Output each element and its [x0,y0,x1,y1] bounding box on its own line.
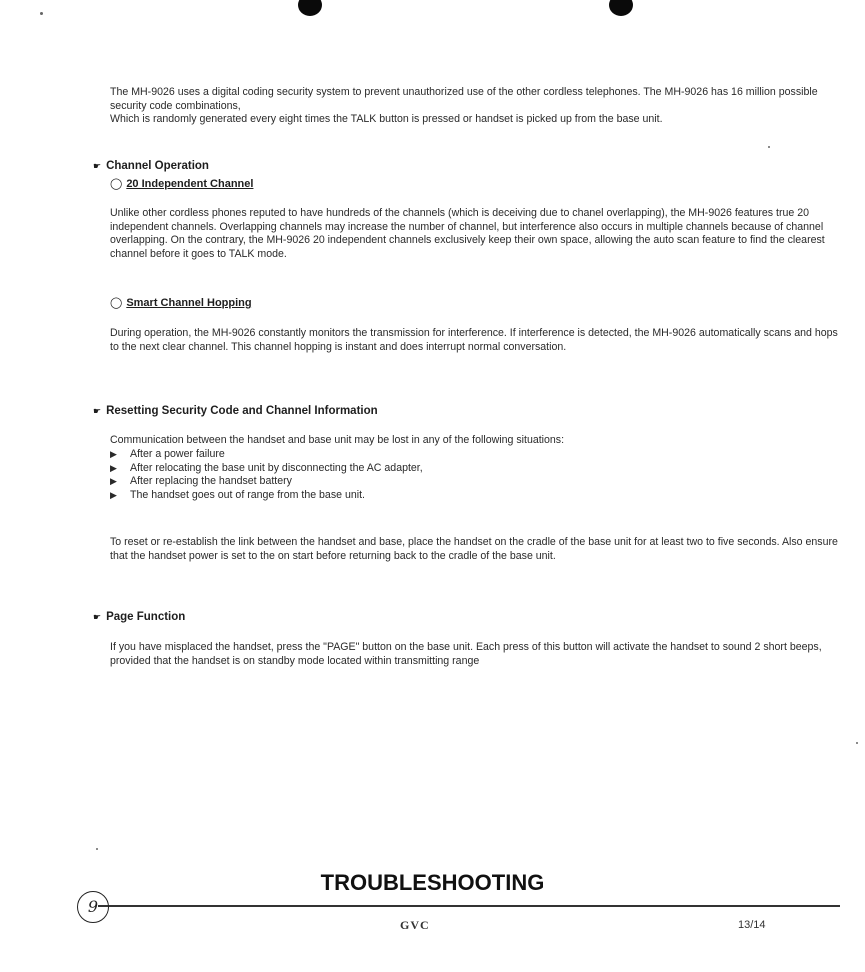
footer-title: TROUBLESHOOTING [320,870,545,895]
channel-operation-heading [93,160,209,172]
channel-hopping-paragraph: During operation, the MH-9026 constantly monitors the transmission for interference. If interference is detected, the MH-9026 automatically scans and hops to the next clear channel. This channel hopping is instant and does interrupt normal conversation. [110,327,838,353]
resetting-list [110,448,810,502]
resetting-outro: To reset or re-establish the link between the handset and base, place the handset on the cradle of the base unit for at least two to five seconds. Also ensure that the handset power is set to the on start before returning back to the cradle of the base unit. [110,536,838,562]
footer-brand: GVC [400,918,430,932]
punch-hole-right [609,0,633,16]
scan-speck [40,12,43,15]
page-number: 9 [77,891,109,923]
page-function-heading [93,611,185,623]
pointer-icon: ☛ [93,611,101,622]
circle-bullet-icon: ◯ [110,178,123,190]
channel-hopping-title: Smart Channel Hopping [126,297,252,309]
independent-channel-paragraph: Unlike other cordless phones reputed to have hundreds of the channels (which is deceiving due to chanel overlapping), the MH-9026 features true 20 independent channels. Overlapping channels may increase the number of channel, but interference also occurs in multiple channels because of channel overlapping. On the contrary, the MH-9026 20 independent channels exclusively keep their own space, allowing the auto scan feature to find the clearest channel before it goes to TALK mode. [110,207,825,260]
footer-divider [98,905,840,907]
intro-paragraph: The MH-9026 uses a digital coding security system to prevent unauthorized use of the other cordless telephones. The MH-9026 has 16 million possible security code combinations, Which is randomly generated every eight times the TALK button is pressed or handset is picked up from the base unit. [110,86,818,125]
list-item: ▶ After replacing the handset battery [110,475,292,487]
punch-hole-left [298,0,322,16]
arrow-bullet-icon: ▶ [110,449,117,459]
independent-channel-heading [110,177,253,190]
arrow-bullet-icon: ▶ [110,489,117,500]
pointer-icon: ☛ [93,160,101,171]
circle-bullet-icon: ◯ [110,297,123,309]
independent-channel-title: 20 Independent Channel [126,178,254,190]
pointer-icon: ☛ [93,405,101,416]
list-item: ▶ The handset goes out of range from the base unit. [110,488,365,501]
scan-speck [856,742,858,744]
resetting-title: Resetting Security Code and Channel Information [106,405,378,417]
channel-hopping-heading [110,296,252,309]
list-item: ▶ After relocating the base unit by disconnecting the AC adapter, [110,461,423,474]
arrow-bullet-icon: ▶ [110,476,117,486]
resetting-intro: Communication between the handset and base unit may be lost in any of the following situations: [110,434,565,446]
scan-speck [768,146,770,148]
page-function-paragraph: If you have misplaced the handset, press the "PAGE" button on the base unit. Each press of this button will activate the handset to sound 2 short beeps, provided that the handset is on standby mode located within transmitting range [110,641,822,667]
channel-operation-title: Channel Operation [106,160,209,172]
scan-speck [96,848,98,850]
page-function-title: Page Function [106,611,186,623]
list-item: ▶ After a power failure [110,448,225,460]
footer-code: 13/14 [738,919,766,931]
arrow-bullet-icon: ▶ [110,462,117,473]
resetting-heading [93,405,378,417]
